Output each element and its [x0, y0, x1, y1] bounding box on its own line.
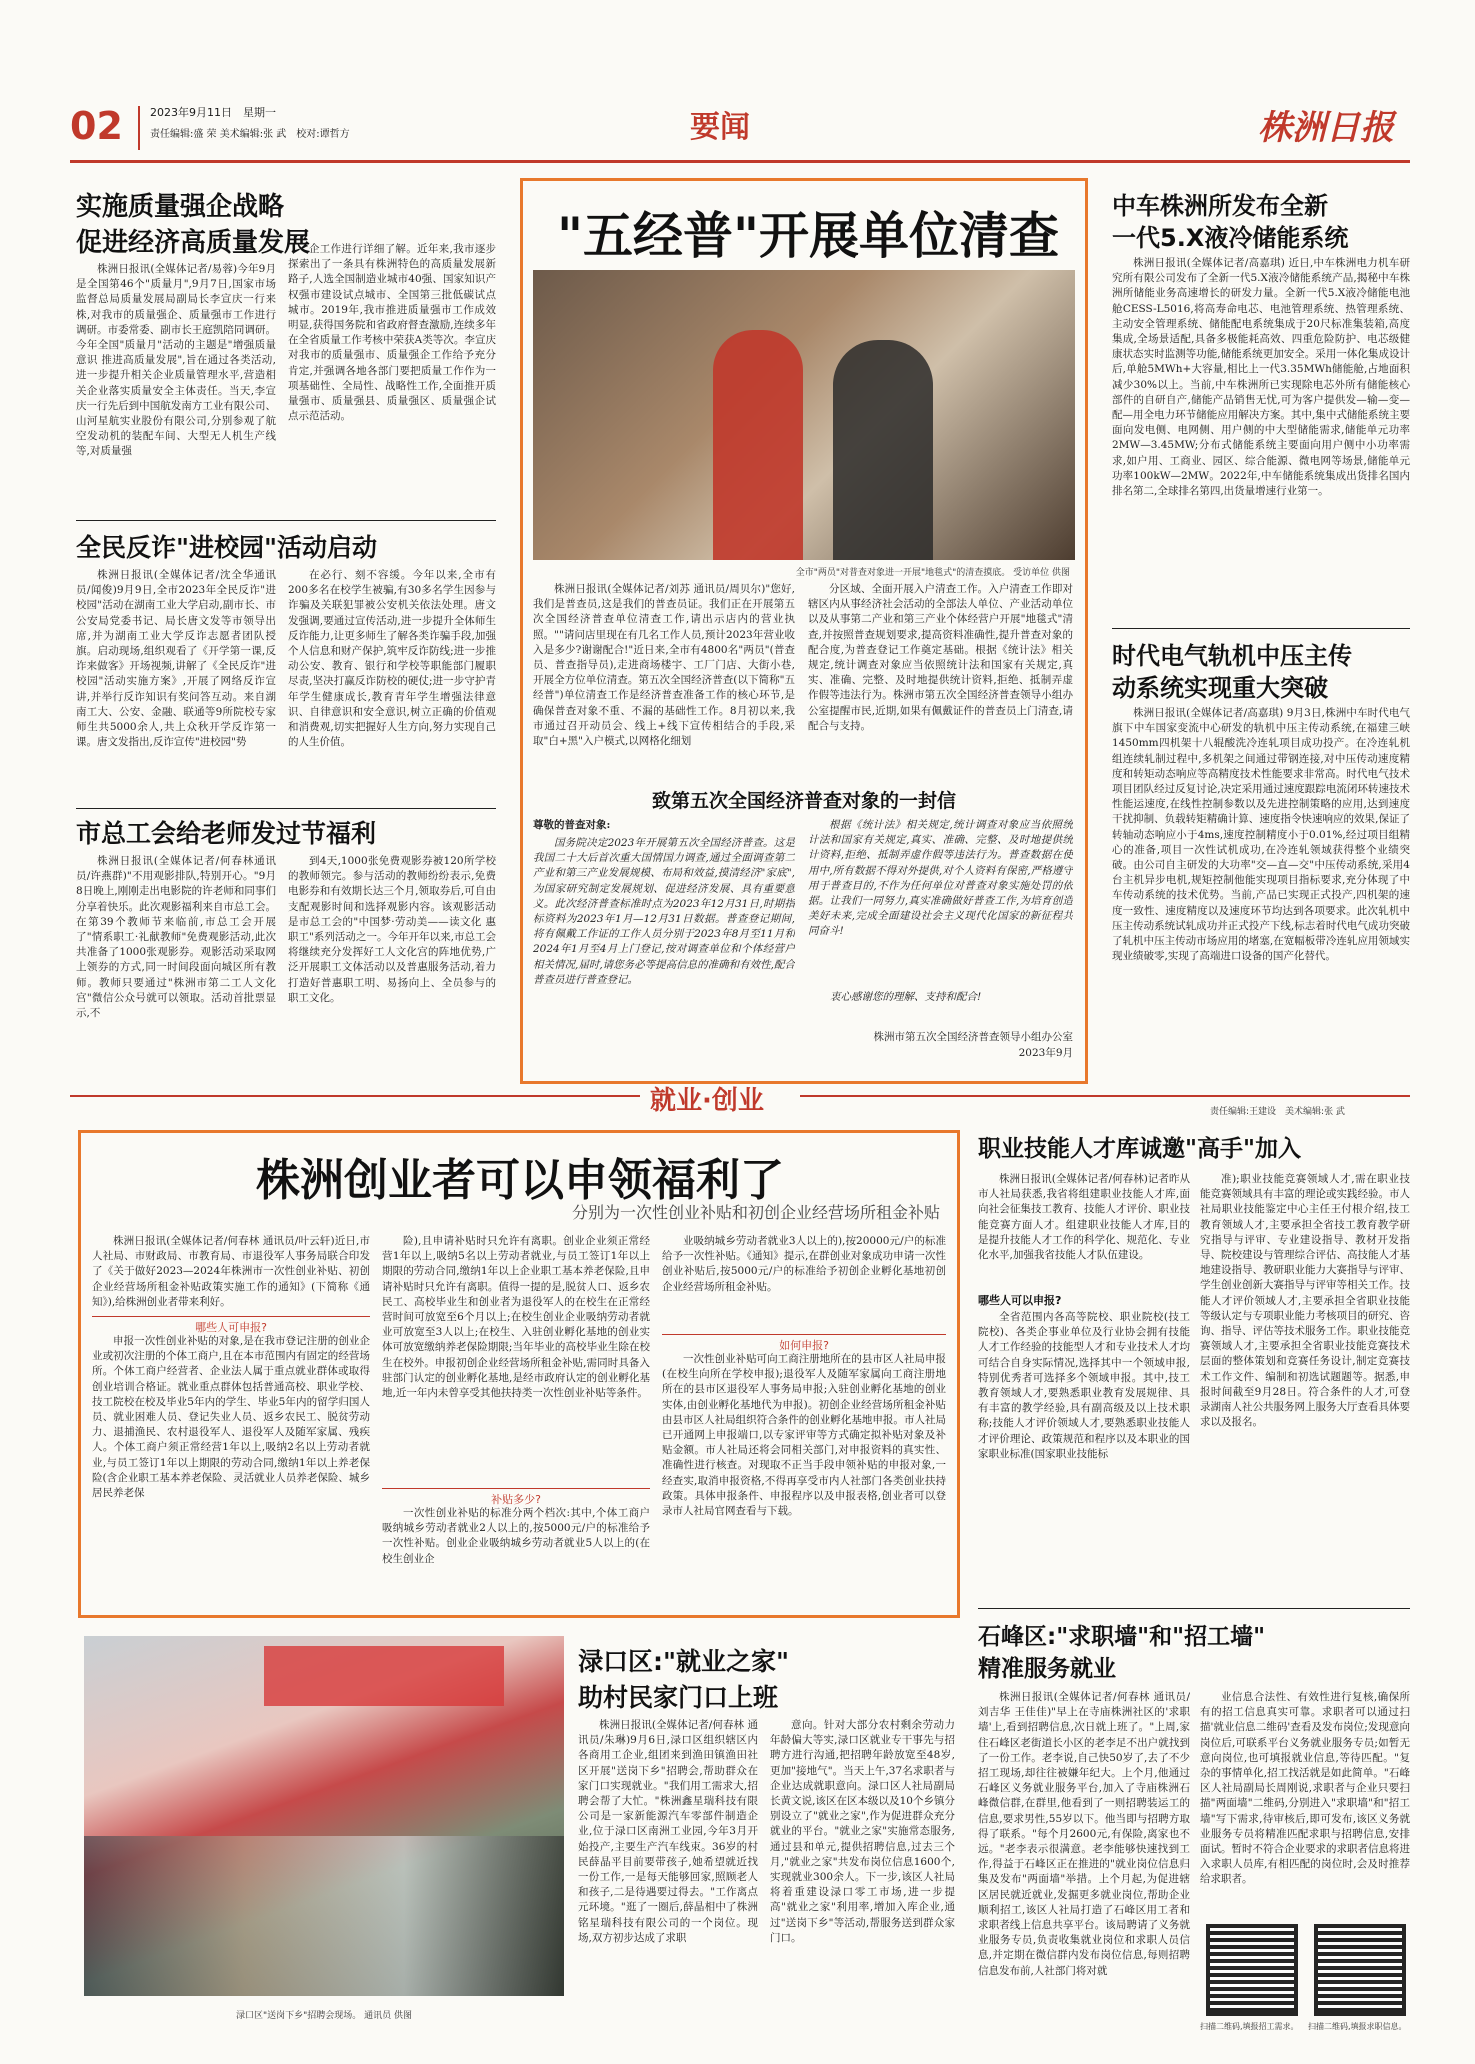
issue-date: 2023年9月11日 星期一 — [150, 106, 276, 119]
letter-col2-text: 根据《统计法》相关规定,统计调查对象应当依照统计法和国家有关规定,真实、准确、完整、及时地提供统计资料,拒绝、抵制弄虚作假等违法行为。普查数据在使用中,所有数据不得对外提供,对个人资料有保密,严格遵守用于普查目的,不作为任何单位对普查对象实施处罚的依据。让我们一同努力,真实准确做好普查工作,为培育创造美好未来,完成全面建设社会主义现代化国家的新征程共同奋斗! — [808, 819, 1073, 938]
r4-col2-text: 业信息合法性、有效性进行复核,确保所有的招工信息真实可靠。求职者可以通过扫描'就业信息二维码'查看及发布岗位;发现意向岗位后,可联系平台义务就业服务专员;如暂无意向岗位,也可填报就业信息,等待匹配。"复杂的事情单化,招工找活就是如此简单。"石峰区人社局副局长周刚说,求职者与企业只要扫描"两面墙"二维码,分别进入"求职墙"和"招工墙"写下需求,待审核后,即可发布,该区义务就业服务专员将精准匹配求职与招聘信息,安排面试。暂时不符合企业要求的求职者信息将进入求职人员库,有相匹配的岗位时,会及时推荐给求职者。 — [1200, 1691, 1410, 1886]
b2-col1 — [578, 1718, 758, 2024]
page-number: 02 — [70, 104, 123, 148]
r1-title1: 中车株洲所发布全新 — [1112, 192, 1328, 220]
a1-col2-text: 企工作进行详细了解。近年来,我市逐步探索出了一条具有株洲特色的高质量发展新路子,人选全国制造业城市40强、国家知识产权强市建设试点城市、全国第三批低碳试点城市。2019年,我市推进质量强市工作成效明显,获得国务院和省政府督查激励,连续多年在全省质量工作考核中荣获A类等次。李宣庆对我市的质量强市、质量强企工作给予充分肯定,并强调各地各部门要把质量工作作为一项基础性、全局性、战略性工作,全面推开质量强市、质量强县、质量强区、质量强企试点示范活动。 — [288, 243, 496, 423]
r1-title2: 一代5.X液冷储能系统 — [1112, 224, 1349, 252]
r4-col1 — [978, 1690, 1190, 2036]
header-divider — [138, 106, 140, 150]
letter-greeting: 尊敬的普查对象: — [533, 819, 611, 831]
a3-title: 市总工会给老师发过节福利 — [76, 819, 377, 848]
section-title: 要闻 — [690, 110, 750, 145]
b1-col3-intro — [662, 1234, 946, 1330]
b1-col3-intro-text: 业吸纳城乡劳动者就业3人以上的),按20000元/户的标准给予一次性补贴。《通知》提示,在群创业对象成功申请一次性创业补贴后,按5000元/户的标准给予初创企业孵化基地初创企业经营场所租金补贴。 — [662, 1235, 946, 1293]
r2-text-body: 株洲日报讯(全媒体记者/高嘉琪) 9月3日,株洲中车时代电气旗下中车国家变流中心研发的轨机中压主传动系统,在福建三峡1450mm四机架十八辊酸洗冷连轧项目成功投产。在冷连轧机组连续轧制过程中,多机架之间通过带钢连接,对中压传动速度精度和转矩动态响应等高精度技术性能要求非常高。时代电气技术项目团队经过反复讨论,决定采用通过速度跟踪电流闭环转速技术性能运速度,在线性控制参数以及先进控制策略的应用,达到速度干扰抑制、负载转矩精确计算、速度指令快速响应的效果,保证了转轴动态响应小于4ms,速度控制精度小于0.01%,经过项目组精心的准备,项目一次性试机成功,在冷连轧领域获得整个业绩突破。由公司自主研发的大功率"交—直—交"中压传动系统,采用4台主机异步电机,规矩控制他能实现项目指标要求,充分体现了中车传动系统的技术优势。当前,产品已实现正式投产,四机架的速度一致性、速度精度以及速度环节均达到各项要求。此次轧机中压主传动系统试轧成功并正式投产下线,标志着时代电气成功突破了轧机中压主传动市场应用的堵塞,在宽幅板带冷连轧应用领域实现业绩破零,实现了高端进口设备的国产化替代。 — [1112, 707, 1410, 963]
header-rule — [70, 160, 1410, 163]
r2-title2: 动系统实现重大突破 — [1112, 674, 1328, 702]
b1-q1: 哪些人可申报? — [92, 1316, 370, 1335]
b2-col1-text: 株洲日报讯(全媒体记者/何春林 通讯员/朱琳)9月6日,渌口区组织辖区内各商用工企业,组团来到渔田镇渔田社区开展"送岗下乡"招聘会,帮助群众在家门口实现就业。"我们用工需求大,招聘会帮了大忙。"株洲鑫星瑞科技有限公司是一家新能源汽车零部件制造企业,位于渌口区南洲工业园,今年3月开始投产,主要生产汽车线束。36岁的村民薛晶平目前要带孩子,她希望就近找一份工作,一是每天能够回家,照顾老人和孩子,二是待遇要过得去。"工作离点元环境。"逛了一圈后,薛晶相中了株洲铭星瑞科技有限公司的一个岗位。现场,双方初步达成了求职 — [578, 1719, 758, 1944]
r2-title1: 时代电气轨机中压主传 — [1112, 642, 1352, 670]
a2-col2-text: 在必行、刻不容缓。今年以来,全市有200多名在校学生被骗,有30多名学生因参与诈骗及关联犯罪被公安机关依法处理。唐文发强调,要通过宣传活动,进一步提升全体师生反诈能力,让更多师生了解各类诈骗手段,加强个人信息和财产保护,筑牢反诈防线;进一步推动公安、教育、银行和学校等职能部门履职尽责,坚决打赢反诈防校的硬仗;进一步守护青年学生健康成长,教育青年学生增强法律意识、自律意识和安全意识,树立正确的价值观和消费观,切实把握好人生方向,努力实现自己的人生价值。 — [288, 569, 496, 749]
b1-subtitle: 分别为一次性创业补贴和初创企业经营场所租金补贴 — [571, 1203, 940, 1222]
r4-title1: 石峰区:"求职墙"和"招工墙" — [978, 1624, 1266, 1650]
a2-col1 — [76, 568, 276, 802]
b1-col3-body — [662, 1352, 946, 1610]
b1-q2: 补贴多少? — [382, 1488, 650, 1507]
b2-photo-caption: 渌口区"送岗下乡"招聘会现场。 通讯员 供图 — [235, 2011, 412, 2021]
qr-label-recruit: 扫描二维码,填报招工需求。 — [1200, 2022, 1299, 2031]
b1-col1-body-text: 申报一次性创业补贴的对象,是在我市登记注册的创业企业或初次注册的个体工商户,且在本市范围内有固定的经营场所。个体工商户经营者、企业法人属于重点就业群体或取得创业培训合格证。就业重点群体包括普通高校、职业学校、技工院校在校及毕业5年内的学生、毕业5年内的留学归国人员、就业困难人员、登记失业人员、返乡农民工、脱贫劳动力、退捕渔民、农村退役军人、退役军人及随军家属、残疾人。个体工商户须正常经营1年以上,吸纳2名以上劳动者就业,与员工签订1年以上期限的劳动合同,缴纳1年以上养老保险(含企业职工基本养老保险、灵活就业人员养老保险、城乡居民养老保 — [92, 1335, 370, 1500]
a1-col1 — [76, 262, 276, 512]
r3-rule — [978, 1608, 1410, 1609]
photo-figure-left — [713, 330, 803, 560]
a2-title: 全民反诈"进校园"活动启动 — [76, 533, 378, 562]
a1-title1: 实施质量强企战略 — [76, 192, 285, 222]
section2-banner: 就业·创业 — [650, 1086, 764, 1116]
letter-date: 2023年9月 — [1018, 1047, 1073, 1059]
letter-thanks: 衷心感谢您的理解、支持和配合! — [830, 991, 982, 1003]
letter-col1-text: 国务院决定2023年开展第五次全国经济普查。这是我国二十大后首次重大国情国力调查,通过全面调查第二产业和第三产业发展规模、布局和效益,摸清经济"家底",为国家研究制定发展规划、促进经济发展、具有重要意义。此次经济普查标准时点为2023年12月31日,时期指标资料为2023年1月—12月31日数据。普查登记期间,将有佩戴工作证的工作人员分别于2023年8月至11月和2024年1月至4月上门登记,按对调查单位和个体经营户相关情况,届时,请您务必等提高信息的准确和有效性,配合普查员进行普查登记。 — [533, 837, 795, 986]
feature-col1-text: 株洲日报讯(全媒体记者/刘苏 通讯员/周贝尔)"您好,我们是普查员,这是我们的普查员证。我们正在开展第五次全国经济普查单位清查工作,请出示店内的营业执照。""请问店里现在有几名工作人员,预计2023年营业收入是多少?谢谢配合!"近日来,全市有4800名"两员"(普查员、普查指导员),走进商场楼宇、工厂门店、大街小巷,开展全方位单位清查。第五次全国经济普查(以下简称"五经普")单位清查工作是经济普查准备工作的核心环节,是确保普查对象不重、不漏的基础性工作。8月初以来,我市通过召开动员会、线上+线下宣传相结合的手段,采取"白+黑"入户模式,以网格化细划 — [533, 583, 795, 748]
page-header — [70, 98, 1410, 158]
letter-col1 — [533, 836, 795, 1066]
header-editors: 责任编辑:盛 荣 美术编辑:张 武 校对:谭哲方 — [150, 129, 350, 140]
b1-col1-intro — [92, 1234, 370, 1312]
photo-crowd — [84, 1836, 564, 1996]
b2-photo — [84, 1636, 564, 1996]
a2-col2 — [288, 568, 496, 802]
feature-photo-caption: 全市"两员"对普查对象进一开展"地毯式"的清查摸底。 受访单位 供图 — [795, 568, 1070, 578]
feature-col1 — [533, 582, 795, 780]
a2-rule — [76, 808, 496, 809]
b1-col2-tail-text: 一次性创业补贴的标准分两个档次:其中,个体工商户吸纳城乡劳动者就业2人以上的,按5000元/户的标准给予一次性补贴。创业企业吸纳城乡劳动者就业5人以上的(在校生创业企 — [382, 1507, 650, 1565]
r4-title2: 精准服务就业 — [978, 1656, 1116, 1682]
feature-title: "五经普"开展单位清查 — [556, 207, 1060, 265]
feature-col2 — [808, 582, 1073, 780]
r4-col1-text: 株洲日报讯(全媒体记者/何春林 通讯员/刘吉华 王佳佳)"早上在寺庙株洲社区的'求职墙'上,看到招聘信息,次日就上班了。"上周,家住石峰区老街道长小区的老李足不出户就找到了一份工作。老李说,自己快50岁了,去了不少招工现场,却往往被嫌年纪大。上个月,他通过石峰区义务就业服务平台,加入了寺庙株洲石峰微信群,在群里,他看到了一则招聘装运工的信息,要求男性,55岁以下。他当即与招聘方取得了联系。"每个月2600元,有保险,离家也不远。"老李表示很满意。老李能够快速找到工作,得益于石峰区正在推进的"就业岗位信息归集及发布"两面墙"举措。上个月起,为促进辖区居民就近就业,发掘更多就业岗位,帮助企业顺利招工,该区人社局打造了石峰区用工者和求职者线上信息共享平台。该局聘请了义务就业服务专员,负责收集就业岗位和求职人员信息,并定期在微信群内发布岗位信息,每则招聘信息发布前,人社部门将对就 — [978, 1691, 1190, 1977]
a3-col2-text: 到4天,1000张免费观影券被120所学校的教师领完。参与活动的教师纷纷表示,免费电影券和有效期长达三个月,领取券后,可自由支配观影时间和选择观影内容。该观影活动是市总工会的"中国梦·劳动美——读文化 惠职工"系列活动之一。今年开年以来,市总工会将继续充分发挥好工人文化宫的阵地优势,广泛开展职工文体活动以及普惠服务活动,着力打造好普惠职工明、易扬向上、全员参与的职工文化。 — [288, 855, 496, 1004]
qr-code-jobseek[interactable] — [1314, 1924, 1406, 2016]
r3-col2 — [1200, 1172, 1410, 1600]
section2-rule-right — [800, 1095, 1410, 1097]
b1-col2-body-text: 险),且申请补贴时只允许有离职。创业企业须正常经营1年以上,吸纳5名以上劳动者就业,与员工签订1年以上期限的劳动合同,缴纳1年以上企业职工基本养老保险,且申请补贴时只允许有离职。值得一提的是,脱贫人口、返乡农民工、高校毕业生和创业者为退役军人的在校生在正常经营时间可放宽至6个月以上;在校生创业企业吸纳劳动者就业可放宽至3人以上;在校生、入驻创业孵化基地的创业实体可放宽缴纳养老保险期限;当年毕业的高校毕业生除在校生在校外。申报初创企业经营场所租金补贴,需同时具备入驻部门认定的创业孵化基地,是经市政府认定的创业孵化基地,近一年内未曾享受其他扶持类一次性创业补贴等条件。 — [382, 1235, 650, 1400]
r3-title: 职业技能人才库诚邀"高手"加入 — [978, 1136, 1301, 1162]
r3-col2-text: 准);职业技能竞赛领域人才,需在职业技能竞赛领域具有丰富的理论或实践经验。市人社局职业技能鉴定中心主任王付根介绍,技工教育领域人才,主要承担全省技工教育教学研究指导与评审、专业建设指导、教材开发指导、院校建设与管理综合评估、高技能人才基地建设指导、教研职业能力大赛指导与评审、学生创业创新大赛指导与评审等相关工作。技能人才评价领域人才,主要承担全省职业技能等级认定与专项职业能力考核项目的研究、咨询、指导、评估等技术服务工作。职业技能竞赛领域人才,主要承担全省职业技能竞赛技术层面的整体策划和竞赛任务设计,制定竞赛技术工作文件、编制和初选试题题等。据悉,申报时间截至9月28日。符合条件的人才,可登录湖南人社公共服务网上服务大厅查看具体要求以及报名。 — [1200, 1173, 1410, 1429]
letter-title: 致第五次全国经济普查对象的一封信 — [651, 790, 956, 812]
qr-label-jobseek: 扫描二维码,填报求职信息。 — [1308, 2022, 1407, 2031]
letter-col2 — [808, 818, 1073, 988]
r1-text — [1112, 256, 1410, 622]
a3-col1 — [76, 854, 276, 1084]
b1-title: 株洲创业者可以申领福利了 — [256, 1155, 784, 1206]
a2-col1-text: 株洲日报讯(全媒体记者/沈全华通讯员/闻俊)9月9日,全市2023年全民反诈"进校园"活动在湖南工业大学启动,副市长、市公安局党委书记、局长唐文发等市领导出席,并为湖南工业大学反诈志愿者团队授旗。启动现场,组织观看了《开学第一课,反诈来做客》开场视频,讲解了《全民反诈"进校园"活动实施方案》,开展了网络反诈宣讲,并举行反诈知识有奖问答互动。来自湖南工大、公安、金融、联通等9所院校专家师生共5000余人,共上众秋开学反诈第一课。唐文发指出,反诈宣传"进校园"势 — [76, 569, 276, 749]
b1-col2-body — [382, 1234, 650, 1484]
b2-col2 — [770, 1718, 955, 2024]
r3-col1-body-text: 全省范围内各高等院校、职业院校(技工院校)、各类企事业单位及行业协会拥有技能人才工作经验的技能型人才和专业技术人才均可结合自身实际情况,选择其中一个领域申报,特别优秀者可选择多个领域申报。其中,技工教育领域人才,要熟悉职业教育发展规律、具有丰富的教学经验,具有副高级及以上技术职称;技能人才评价领域人才,要熟悉职业技能人才评价理论、政策规范和程序以及本职业的国家职业标准(国家职业技能标 — [978, 1311, 1190, 1460]
b1-col1-intro-text: 株洲日报讯(全媒体记者/何春林 通讯员/叶云轩)近日,市人社局、市财政局、市教育局、市退役军人事务局联合印发了《关于做好2023—2024年株洲市一次性创业补贴、初创企业经营场所租金补贴政策实施工作的通知》(下简称《通知》),给株洲创业者带来利好。 — [92, 1235, 370, 1308]
b1-col3-body-text: 一次性创业补贴可向工商注册地所在的县市区人社局申报(在校生向所在学校申报);退役军人及随军家属向工商注册地所在的县市区退役军人事务局申报;入驻创业孵化基地的创业实体,由创业孵化基地代为申报)。初创企业经营场所租金补贴由县市区人社局组织符合条件的创业孵化基地申报。市人社局已开通网上申报端口,以专家评审等方式确定拟补贴对象及补贴金额。市人社局还将会同相关部门,对申报资料的真实性、准确性进行核查。对现取不正当手段申领补贴的申报对象,一经查实,取消申报资格,不得再享受市内人社部门各类创业扶持政策。具体申报条件、申报程序以及申报表格,创业者可以登录市人社局官网查看与下载。 — [662, 1353, 946, 1518]
r3-col1-intro — [978, 1172, 1190, 1290]
r3-q1: 哪些人可以申报? — [978, 1294, 1062, 1307]
a1-col2 — [288, 242, 496, 512]
section2-editors: 责任编辑:王建设 美术编辑:张 武 — [1210, 1107, 1345, 1117]
r1-text-body: 株洲日报讯(全媒体记者/高嘉琪) 近日,中车株洲电力机车研究所有限公司发布了全新一代5.X液冷储能系统产品,揭秘中车株洲所储能业务高速增长的研发力量。全新一代5.X液冷储能电池舱CESS-L5016,将高寿命电芯、电池管理系统、热管理系统、主动安全管理系统、储能配电系统集成于20尺标准集装箱,高度集成,全场景适配,具备多极能耗高效、四重危险防护、电芯级健康状态实时监测等功能,储能系统更加安全。采用一体化集成设计后,单舱5MWh+大容量,相比上一代3.35MWh储能舱,占地面积减少30%以上。当前,中车株洲所已实现除电芯外所有储能核心部件的自研自产,储能产品销售无忧,可为客户提供发—输—变—配—用全电力环节储能应用解决方案。其中,集中式储能系统主要面向发电侧、电网侧、用户侧的中大型储能需求,储能单元功率2MW—3.45MW;分布式储能系统主要面向用户侧中小功率需求,如户用、工商业、园区、综合能源、微电网等场景,储能单元功率100kW—2MW。2022年,中车储能系统集成出货排名国内排名第二,全球排名第四,出货量增速行业第一。 — [1112, 257, 1410, 498]
feature-photo — [533, 270, 1075, 560]
b2-col2-text: 意向。针对大部分农村剩余劳动力年龄偏大等实,渌口区就业专干事先与招聘方进行沟通,把招聘年龄放宽至48岁,更加"接地气"。当天上午,37名求职者与企业达成就职意向。渌口区人社局副局长黄文说,该区在区本级以及10个乡镇分别设立了"就业之家",作为促进群众充分就业的平台。"就业之家"实施常态服务,通过县和单元,提供招聘信息,过去三个月,"就业之家"共发布岗位信息1600个,实现就业300余人。下一步,该区人社局将着重建设渌口零工市场,进一步提高"就业之家"利用率,增加入库企业,通过"送岗下乡"等活动,帮服务送到群众家门口。 — [770, 1719, 955, 1944]
a3-col1-text: 株洲日报讯(全媒体记者/何春林通讯员/许燕群)"不用观影排队,特别开心。"9月8日晚上,刚刚走出电影院的许老师和同事们分享着快乐。此次观影福利来自市总工会。在第39个教师节来临前,市总工会开展了"情系职工·礼献教师"免费观影活动,此次共准备了1000张观影券。观影活动采取网上领券的方式,同一时间段面向城区所有教师。教师只要通过"株洲市第二工人文化宫"微信公众号就可以领取。活动首批票显示,不 — [76, 855, 276, 1020]
photo-figure-right — [833, 340, 933, 560]
b2-title1: 渌口区:"就业之家" — [578, 1647, 790, 1676]
r2-text — [1112, 706, 1410, 1084]
b2-title2: 助村民家门口上班 — [578, 1683, 779, 1712]
qr-code-recruit[interactable] — [1206, 1924, 1298, 2016]
r3-col1-body — [978, 1310, 1190, 1600]
feature-col2-text: 分区域、全面开展入户清查工作。入户清查工作即对辖区内从事经济社会活动的全部法人单位、产业活动单位以及从事第二产业和第三产业个体经营户开展"地毯式"清查,并按照普查规划要求,提高资料准确性,提升普查对象的配合度,为普查登记工作奠定基础。根据《统计法》相关规定,统计调查对象应当依照统计法和国家有关规定,真实、准确、完整、及时地提供统计资料,拒绝、抵制弄虚作假等违法行为。株洲市第五次全国经济普查领导小组办公室提醒市民,近期,如果有佩戴证件的普查员上门清查,请配合与支持。 — [808, 583, 1073, 732]
a1-rule — [76, 520, 496, 521]
a1-col1-text: 株洲日报讯(全媒体记者/易蓉)今年9月是全国第46个"质量月",9月7日,国家市场监督总局质量发展局副局长李宣庆一行来株,对我市的质量强企、质量强市工作进行调研。市委常委、副市长王庭凯陪同调研。今年全国"质量月"活动的主题是"增强质量意识 推进高质量发展",旨在通过各类活动,进一步提升相关企业质量管理水平,营造相关企业落实质量安全主体责任。当天,李宣庆一行先后到中国航发南方工业有限公司、山河星航实业股份有限公司,分别参观了航空发动机的装配车间、大型无人机生产线等,对质量强 — [76, 263, 276, 458]
a1-title2: 促进经济高质量发展 — [76, 228, 311, 258]
b1-q3: 如何申报? — [662, 1334, 946, 1353]
a3-col2 — [288, 854, 496, 1084]
r1-rule — [1112, 628, 1410, 629]
b1-col2-tail — [382, 1506, 650, 1610]
r3-col1-intro-text: 株洲日报讯(全媒体记者/何春林)记者昨从市人社局获悉,我省将组建职业技能人才库,面向社会征集技工教育、技能人才评价、职业技能竞赛方面人才。组建职业技能人才库,目的是提升技能人才工作的科学化、规范化、专业化水平,加强我省技能人才队伍建设。 — [978, 1173, 1190, 1262]
masthead: 株洲日报 — [1258, 108, 1394, 148]
letter-signer: 株洲市第五次全国经济普查领导小组办公室 — [873, 1031, 1073, 1043]
b1-col1-body — [92, 1334, 370, 1610]
section2-rule-left — [70, 1095, 640, 1097]
photo-canopy — [264, 1646, 504, 1706]
r4-col2 — [1200, 1690, 1410, 1918]
